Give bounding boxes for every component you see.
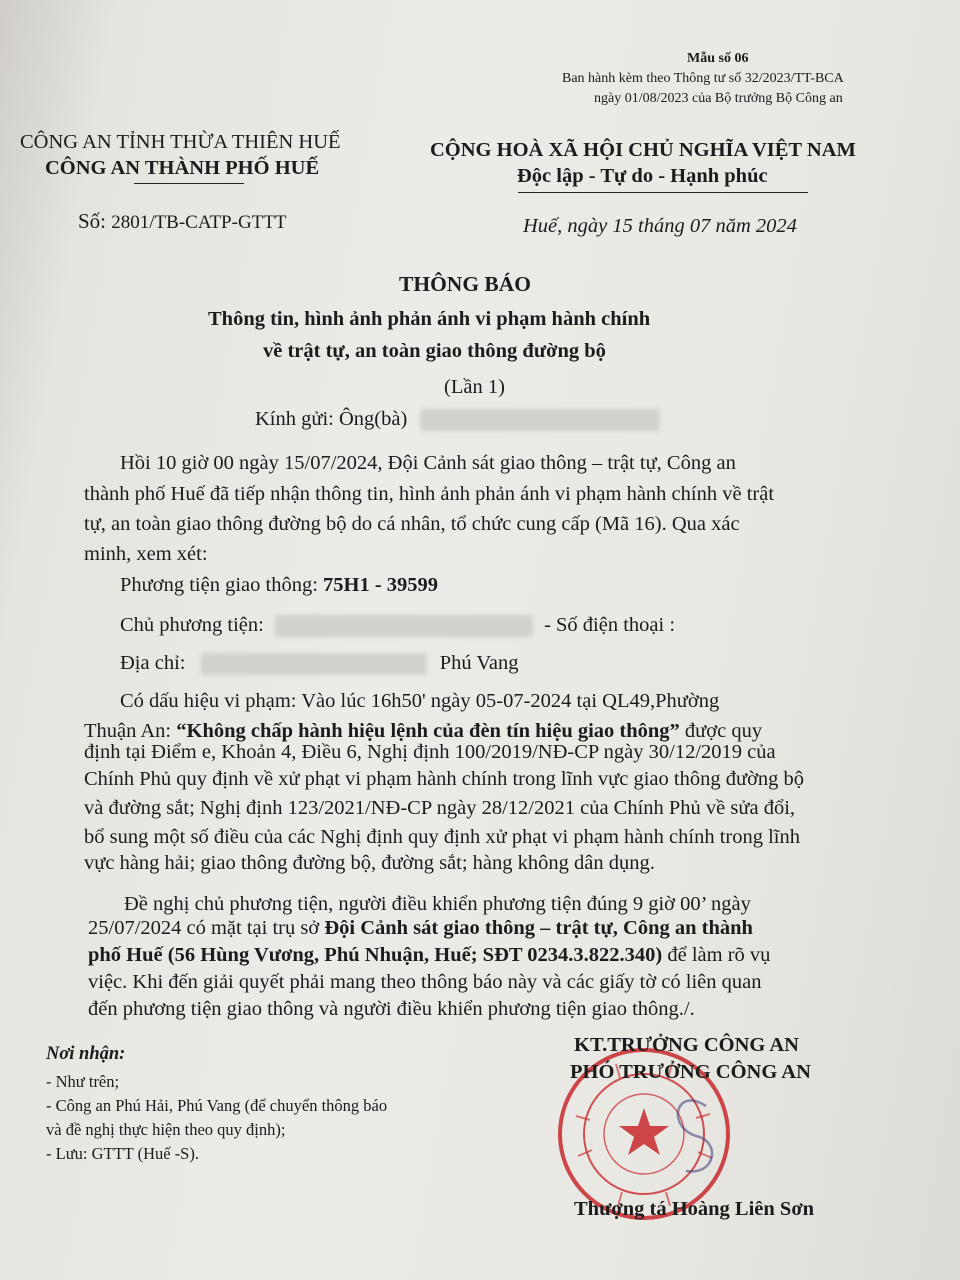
agency-city: CÔNG AN THÀNH PHỐ HUẾ: [45, 157, 320, 179]
violation-line6: bổ sung một số điều của các Nghị định quy định xử phạt vi phạm hành chính trong lĩnh: [84, 826, 800, 848]
violation-line4: Chính Phủ quy định về xử phạt vi phạm hành chính trong lĩnh vực giao thông đường bộ: [84, 768, 805, 790]
redacted-address: [201, 653, 427, 675]
violation-line2: Thuận An: “Không chấp hành hiệu lệnh của đèn tín hiệu giao thông” được quy: [84, 720, 763, 742]
document-issue: (Lần 1): [444, 376, 505, 398]
recipients-item-2: - Công an Phú Hải, Phú Vang (để chuyển thông báo: [46, 1096, 388, 1115]
form-issued-line2: ngày 01/08/2023 của Bộ trưởng Bộ Công an: [594, 91, 843, 106]
para1-line4: minh, xem xét:: [84, 543, 208, 565]
national-motto: Độc lập - Tự do - Hạnh phúc: [517, 165, 768, 187]
violation-line3: định tại Điểm e, Khoản 4, Điều 6, Nghị định 100/2019/NĐ-CP ngày 30/12/2019 của: [84, 741, 776, 763]
vehicle-line: Phương tiện giao thông: 75H1 - 39599: [120, 574, 439, 596]
document-subtitle-2: về trật tự, an toàn giao thông đường bộ: [263, 340, 606, 362]
motto-underline: [518, 192, 808, 193]
signer-title-1: KT.TRƯỞNG CÔNG AN: [574, 1034, 799, 1056]
request-line2: 25/07/2024 có mặt tại trụ sở Đội Cảnh sát giao thông – trật tự, Công an thành: [88, 917, 753, 939]
signer-title-2: PHÓ TRƯỞNG CÔNG AN: [570, 1061, 811, 1083]
recipient-line: Kính gửi: Ông(bà): [255, 404, 660, 434]
form-issued-line1: Ban hành kèm theo Thông tư số 32/2023/TT-BCA: [562, 71, 844, 86]
document-number: Số: 2801/TB-CATP-GTTT: [78, 209, 287, 233]
violation-line7: vực hàng hải; giao thông đường bộ, đường sắt; hàng không dân dụng.: [84, 852, 655, 874]
recipients-item-2-cont: và đề nghị thực hiện theo quy định);: [46, 1120, 286, 1139]
document-title: THÔNG BÁO: [399, 272, 532, 296]
request-line4: việc. Khi đến giải quyết phải mang theo thông báo này và các giấy tờ có liên quan: [88, 971, 762, 993]
violation-line5: và đường sắt; Nghị định 123/2021/NĐ-CP ngày 28/12/2021 của Chính Phủ về sửa đổi,: [84, 797, 796, 819]
request-line5: đến phương tiện giao thông và người điều khiển phương tiện giao thông./.: [88, 998, 695, 1020]
agency-underline: [134, 183, 244, 184]
recipients-heading: Nơi nhận:: [46, 1044, 126, 1064]
form-number: Mẫu số 06: [687, 51, 749, 66]
para1-line2: thành phố Huế đã tiếp nhận thông tin, hình ảnh phản ánh vi phạm hành chính về trật: [84, 483, 775, 505]
recipients-item-3: - Lưu: GTTT (Huế -S).: [46, 1144, 199, 1163]
request-line3: phố Huế (56 Hùng Vương, Phú Nhuận, Huế; SĐT 0234.3.822.340) để làm rõ vụ: [88, 944, 771, 966]
owner-line: Chủ phương tiện: - Số điện thoại :: [120, 614, 676, 636]
place-date: Huế, ngày 15 tháng 07 năm 2024: [523, 215, 797, 237]
redacted-owner: [275, 615, 533, 637]
request-line1: Đề nghị chủ phương tiện, người điều khiển phương tiện đúng 9 giờ 00’ ngày: [124, 893, 751, 915]
para1-line1: Hồi 10 giờ 00 ngày 15/07/2024, Đội Cảnh sát giao thông – trật tự, Công an: [120, 452, 736, 474]
para1-line3: tự, an toàn giao thông đường bộ do cá nhân, tổ chức cung cấp (Mã 16). Qua xác: [84, 513, 740, 535]
national-title: CỘNG HOÀ XÃ HỘI CHỦ NGHĨA VIỆT NAM: [430, 139, 856, 161]
violation-line1: Có dấu hiệu vi phạm: Vào lúc 16h50' ngày 05-07-2024 tại QL49,Phường: [120, 690, 720, 712]
signer-name: Thượng tá Hoàng Liên Sơn: [574, 1198, 815, 1220]
document-subtitle-1: Thông tin, hình ảnh phản ánh vi phạm hành chính: [208, 308, 651, 330]
agency-province: CÔNG AN TỈNH THỪA THIÊN HUẾ: [20, 131, 341, 153]
recipients-item-1: - Như trên;: [46, 1072, 120, 1091]
address-line: Địa chỉ: Phú Vang: [120, 652, 519, 674]
redacted-recipient: [420, 409, 660, 431]
